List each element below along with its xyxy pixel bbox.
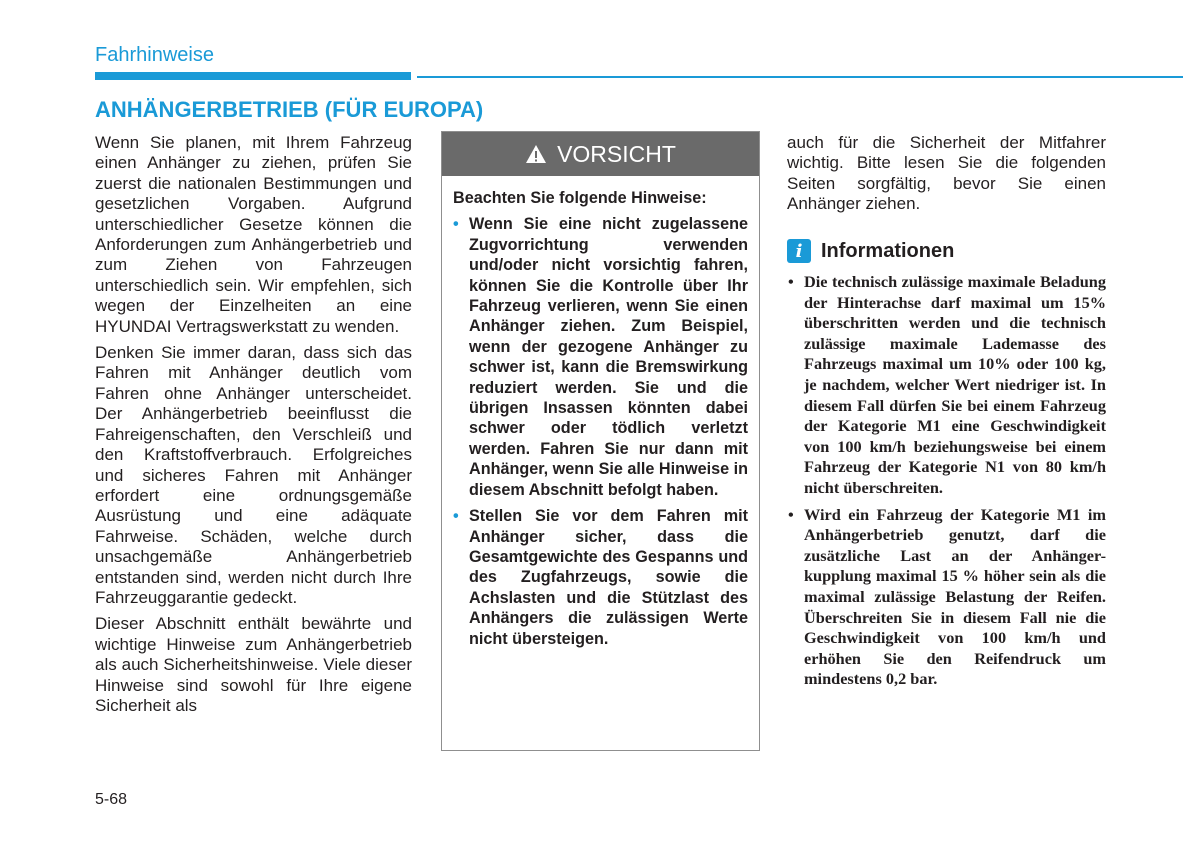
intro-paragraph-2: Denken Sie immer daran, dass sich das Fahren mit Anhänger deutlich vom Fahren ohne Anhänger unterscheidet. Der Anhängerbetrieb beeinflusst die Fahreigenschaften, den Verschleiß und den Kraftstoffverbrauch. Erfolgreiches und sicheres Fahren mit Anhänger erfordert eine ordnungsgemäße Ausrüstung und eine adäquate Fahrweise. Schäden, welche durch unsachgemäße Anhängerbetrieb entstanden sind, werden nicht durch Ihre Fahrzeuggarantie gedeckt. bbox=[95, 343, 412, 607]
info-item-text: Die technisch zulässige maximale Beladung der Hinterachse darf maximal um 15% überschritten werden und die technisch zulässige maximale Lademasse des Fahrzeugs maximal um 10% oder 100 kg, je nachdem, welcher Wert niedriger ist. In diesem Fall dürfen Sie bei einem Fahrzeug der Kategorie M1 eine Geschwindigkeit von 100 km/h beziehungsweise bei einem Fahrzeug der Kategorie N1 von 80 km/h nicht überschreiten. bbox=[804, 272, 1106, 497]
page-title: ANHÄNGERBETRIEB (FÜR EUROPA) bbox=[95, 97, 484, 122]
caution-list bbox=[453, 214, 748, 649]
info-header bbox=[787, 239, 954, 263]
header-rule-thin bbox=[417, 76, 1183, 78]
caution-item bbox=[453, 214, 748, 500]
bullet-icon: • bbox=[788, 504, 794, 524]
info-item bbox=[787, 505, 1106, 690]
caution-body bbox=[442, 176, 759, 649]
caution-item bbox=[453, 506, 748, 649]
caution-box bbox=[441, 131, 760, 751]
continuation-paragraph: auch für die Sicherheit der Mitfahrer wichtig. Bitte lesen Sie die folgenden Seiten sorgfältig, bevor Sie einen Anhänger ziehen. bbox=[787, 133, 1106, 214]
info-title: Informationen bbox=[821, 239, 955, 262]
intro-paragraph-3: Dieser Abschnitt enthält bewährte und wichtige Hinweise zum Anhängerbetrieb als auch Sicherheitshinweise. Viele dieser Hinweise sind sowohl für Ihre eigene Sicherheit als bbox=[95, 614, 412, 715]
header-rule-thick bbox=[95, 72, 411, 80]
intro-paragraph-1: Wenn Sie planen, mit Ihrem Fahrzeug einen Anhänger zu ziehen, prüfen Sie zuerst die nationalen Bestimmungen und gesetzlichen Vorgaben. Aufgrund unterschiedlicher Gesetze können die Anforderungen zum Anhängerbetrieb und zum Ziehen von Fahrzeugen unterschiedlich sein. Wir empfehlen, sich wegen der Einzelheiten an eine HYUNDAI Vertragswerkstatt zu wenden. bbox=[95, 133, 412, 336]
info-list bbox=[787, 272, 1106, 696]
bullet-icon: • bbox=[788, 272, 794, 291]
bullet-icon: • bbox=[453, 507, 459, 526]
section-label: Fahrhinweise bbox=[95, 44, 214, 66]
caution-item-text: Wenn Sie eine nicht zugelassene Zugvorrichtung verwenden und/oder nicht vorsichtig fahren, können Sie die Kontrolle über Ihr Fahrzeug verlieren, wenn Sie einen Anhänger ziehen. Zum Beispiel, wenn der gezogene Anhänger zu schwer ist, kann die Bremswirkung reduziert werden. Sie und die übrigen Insassen könnten dabei schwer oder tödlich verletzt werden. Fahren Sie nur dann mit Anhänger, wenn Sie alle Hinweise in diesem Abschnitt befolgt haben. bbox=[469, 215, 748, 499]
caution-label: VORSICHT bbox=[557, 140, 676, 167]
caution-item-text: Stellen Sie vor dem Fahren mit Anhänger sicher, dass die Gesamtgewichte des Gespanns und des Zugfahrzeugs, sowie die Achslasten und die Stützlast des Anhängers die zulässigen Werte nicht übersteigen. bbox=[469, 507, 748, 648]
intro-column bbox=[95, 133, 412, 722]
caution-intro: Beachten Sie folgende Hinweise: bbox=[453, 189, 707, 207]
bullet-icon: • bbox=[453, 215, 459, 234]
page-number: 5-68 bbox=[95, 791, 128, 808]
info-item bbox=[787, 272, 1106, 499]
warning-triangle-icon bbox=[525, 144, 547, 164]
continuation-column bbox=[787, 133, 1106, 215]
info-item-text: Wird ein Fahrzeug der Kategorie M1 im Anhängerbetrieb genutzt, darf die zusätzliche Last an der Anhänger-kupplung maximal 15 % höher sein als die maximal zulässige Belastung der Reifen. Überschreiten Sie in diesem Fall nie die Geschwindigkeit von 100 km/h und erhöhen Sie den Reifendruck um mindestens 0,2 bar. bbox=[804, 504, 1106, 689]
caution-header bbox=[442, 132, 759, 176]
info-icon: i bbox=[787, 239, 811, 263]
